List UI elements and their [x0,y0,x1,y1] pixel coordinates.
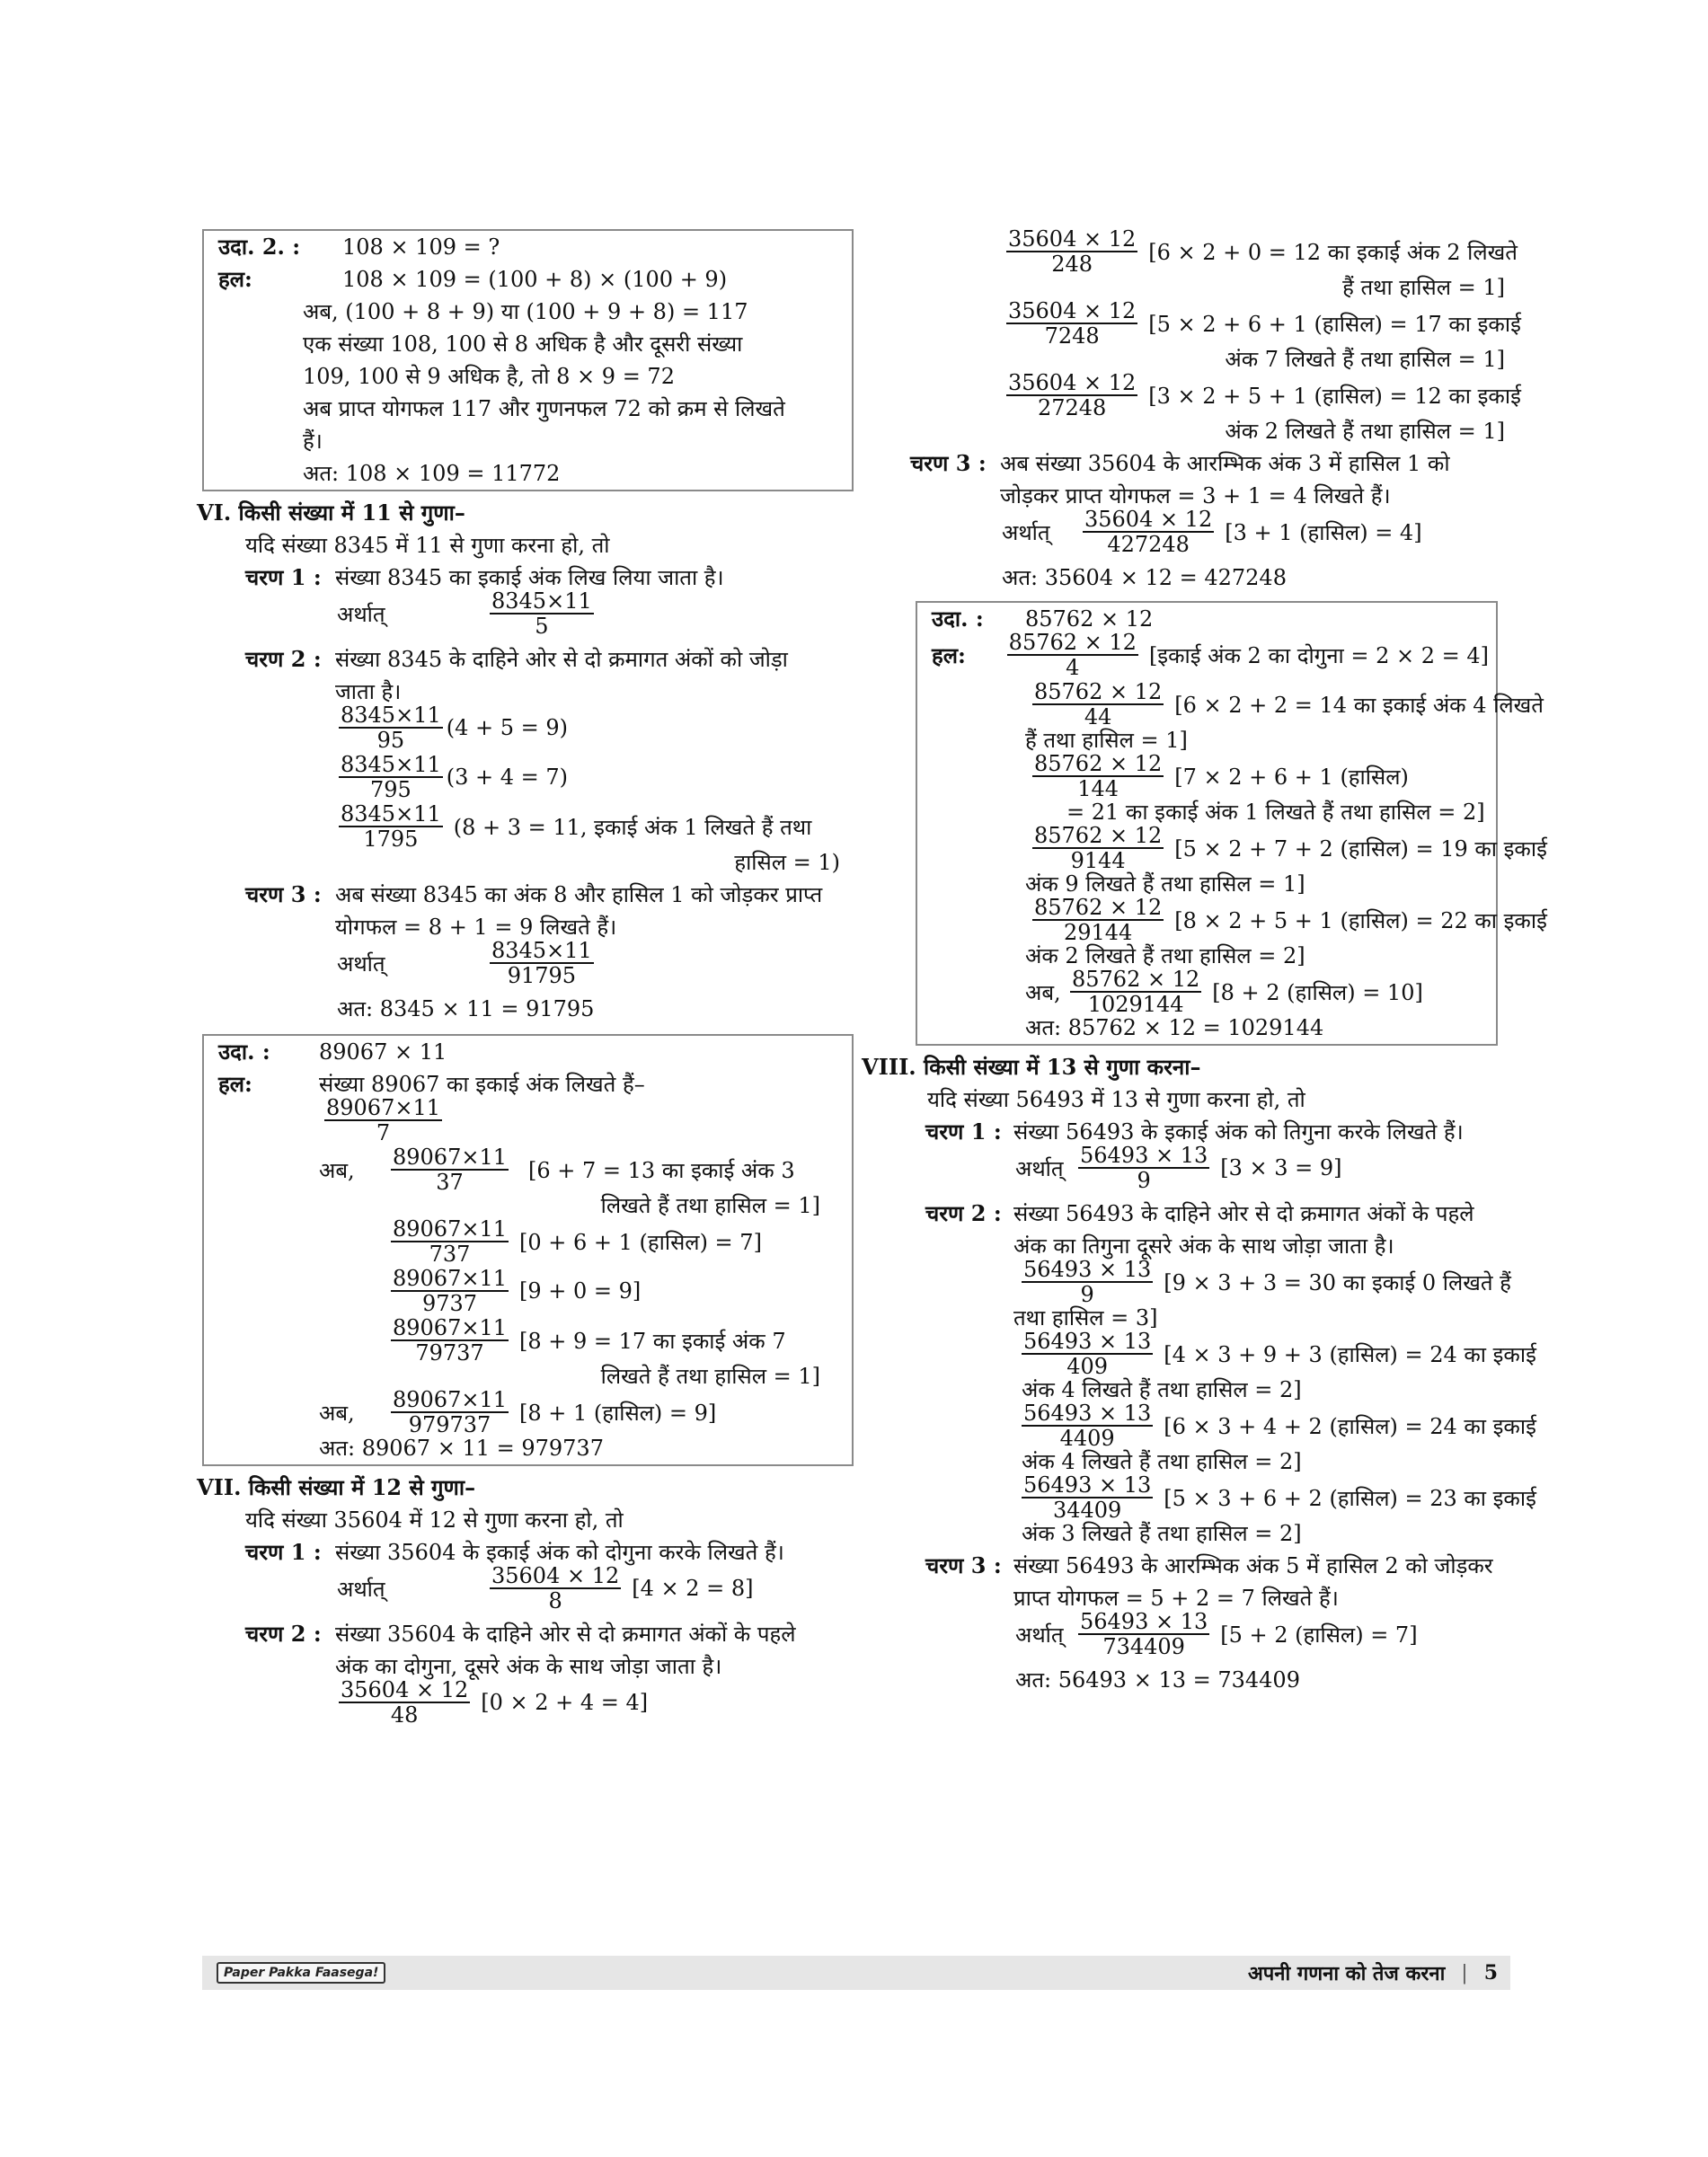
fraction-note: [8 × 2 + 5 + 1 (हासिल) = 22 का इकाई [1174,907,1547,933]
section-heading: VI. किसी संख्या में 11 से गुणा– [197,499,465,526]
step-text-cont: प्राप्त योगफल = 5 + 2 = 7 लिखते हैं। [1013,1586,1339,1611]
fraction-denominator: 979737 [408,1412,491,1437]
fraction-denominator: 4 [1066,655,1080,680]
example-label: उदा. : [932,606,984,632]
fraction-note-cont: = 21 का इकाई अंक 1 लिखते हैं तथा हासिल = 2] [1066,800,1485,825]
fraction [1007,631,1138,679]
fraction-numerator: 85762 × 12 [1034,679,1163,704]
fraction-numerator: 8345×11 [341,703,441,728]
footer-right [1248,1959,1498,1986]
fraction-note: [5 × 2 + 7 + 2 (हासिल) = 19 का इकाई [1174,835,1547,862]
fraction-denominator: 9 [1080,1282,1094,1307]
footer-separator: | [1461,1961,1468,1985]
fraction-denominator: 9737 [421,1291,478,1316]
fraction [339,753,443,801]
fraction-note-cont: अंक 4 लिखते हैं तथा हासिल = 2] [1022,1449,1302,1474]
fraction-denominator: 29144 [1063,920,1133,945]
fraction-denominator: 44 [1084,704,1112,729]
fraction [490,589,594,638]
fraction-numerator: 8345×11 [341,752,441,777]
fraction [1022,1401,1153,1450]
fraction [1032,824,1164,872]
arthat-label: अर्थात् [1015,1622,1064,1648]
fraction-numerator: 89067×11 [393,1145,507,1170]
result-line: अत: 8345 × 11 = 91795 [337,996,595,1021]
ab-label: अब, [319,1400,355,1426]
fraction [1070,968,1201,1016]
fraction-numerator: 35604 × 12 [1008,226,1137,252]
step-text: संख्या 56493 के दाहिने ओर से दो क्रमागत अंकों के पहले [1013,1201,1474,1226]
fraction-denominator: 37 [436,1170,464,1195]
step-text: संख्या 56493 के इकाई अंक को तिगुना करके लिखते हैं। [1013,1119,1464,1145]
result-line: अत: 35604 × 12 = 427248 [1002,565,1287,590]
text-line: 109, 100 से 9 अधिक है, तो 8 × 9 = 72 [303,364,675,389]
fraction-note-cont: अंक 7 लिखते हैं तथा हासिल = 1] [1225,347,1505,372]
solution-text: 108 × 109 = (100 + 8) × (100 + 9) [342,267,728,292]
step-label: चरण 3 : [925,1552,1002,1578]
fraction-numerator: 89067×11 [393,1315,507,1340]
section-intro: यदि संख्या 35604 में 12 से गुणा करना हो, तो [245,1507,624,1533]
fraction-denominator: 737 [429,1242,471,1267]
fraction-numerator: 8345×11 [341,801,441,827]
fraction-note: [9 × 3 + 3 = 30 का इकाई 0 लिखते हैं [1164,1269,1511,1295]
fraction-note-cont: हासिल = 1) [734,850,840,875]
chapter-title: अपनी गणना को तेज करना [1247,1962,1446,1985]
fraction [1022,1330,1153,1378]
arthat-label: अर्थात् [1002,519,1050,545]
fraction-denominator: 427248 [1107,532,1190,557]
fraction [339,1678,470,1727]
fraction-denominator: 248 [1051,252,1093,277]
page-number: 5 [1483,1961,1498,1985]
fraction-numerator: 56493 × 13 [1023,1257,1152,1282]
step-text: संख्या 8345 का इकाई अंक लिख लिया जाता है। [335,565,724,590]
fraction-denominator: 734409 [1102,1634,1185,1659]
fraction-numerator: 85762 × 12 [1034,751,1163,776]
fraction-note: [3 + 1 (हासिल) = 4] [1225,519,1422,545]
fraction-numerator: 89067×11 [326,1095,440,1120]
fraction-denominator: 7 [376,1120,391,1145]
solution-label: हल: [218,1071,252,1097]
text-line: हैं। [303,429,323,454]
fraction-note-cont: अंक 3 लिखते हैं तथा हासिल = 2] [1022,1521,1302,1546]
fraction-denominator: 48 [390,1702,419,1728]
section-heading: VII. किसी संख्या में 12 से गुणा– [197,1474,476,1500]
fraction [391,1145,509,1194]
right-column [862,226,1547,1693]
fraction-denominator: 144 [1077,776,1119,801]
fraction [490,1564,621,1613]
fraction [1032,896,1164,944]
fraction [1006,299,1137,348]
fraction [1078,1144,1209,1192]
step-label: चरण 1 : [245,1539,322,1565]
section-intro: यदि संख्या 56493 में 13 से गुणा करना हो, तो [927,1087,1305,1112]
step-label: चरण 3 : [910,450,987,476]
fraction [1083,508,1214,556]
fraction-note: [6 × 2 + 0 = 12 का इकाई अंक 2 लिखते [1148,239,1518,265]
fraction [339,703,443,752]
step-text: अब संख्या 35604 के आरम्भिक अंक 3 में हासिल 1 को [1000,451,1450,476]
arthat-label: अर्थात् [337,1576,385,1602]
fraction-note: [3 × 2 + 5 + 1 (हासिल) = 12 का इकाई [1148,383,1521,409]
fraction-denominator: 34409 [1052,1498,1122,1523]
fraction-numerator: 85762 × 12 [1008,630,1137,655]
example-question: 108 × 109 = ? [342,234,500,260]
fraction-note: (4 + 5 = 9) [446,715,569,740]
page-footer [202,1956,1510,1990]
step-label: चरण 3 : [245,881,322,907]
fraction-note: [6 × 3 + 4 + 2 (हासिल) = 24 का इकाई [1164,1413,1536,1439]
fraction-note: [6 × 2 + 2 = 14 का इकाई अंक 4 लिखते [1174,692,1544,718]
left-column [197,229,854,1728]
fraction-note: (8 + 3 = 11, इकाई अंक 1 लिखते हैं तथा [453,814,812,840]
step-text-cont: अंक का दोगुना, दूसरे अंक के साथ जोड़ा जाता है। [335,1654,722,1679]
fraction-note-cont: अंक 2 लिखते हैं तथा हासिल = 2] [1025,943,1305,968]
fraction-numerator: 35604 × 12 [1008,370,1137,395]
fraction-note-cont: अंक 4 लिखते हैं तथा हासिल = 2] [1022,1377,1302,1402]
fraction [1006,371,1137,420]
fraction-note: [7 × 2 + 6 + 1 (हासिल) [1174,764,1409,790]
section-intro: यदि संख्या 8345 में 11 से गुणा करना हो, तो [245,533,610,558]
example-2-box [202,229,854,491]
fraction [339,802,443,851]
fraction-numerator: 8345×11 [491,588,592,614]
text-line: अब, (100 + 8 + 9) या (100 + 9 + 8) = 117 [303,299,748,324]
fraction-numerator: 56493 × 13 [1023,1329,1152,1354]
fraction [1022,1258,1153,1306]
step-text: संख्या 35604 के इकाई अंक को दोगुना करके लिखते हैं। [335,1540,784,1565]
example-question: 89067 × 11 [319,1039,447,1065]
solution-label: हल: [932,641,966,668]
ab-label: अब, [1025,979,1061,1005]
step-label: चरण 2 : [245,1621,322,1647]
fraction-denominator: 79737 [415,1340,484,1366]
fraction [1006,227,1137,276]
fraction-numerator: 8345×11 [491,938,592,963]
fraction-note: [8 + 9 = 17 का इकाई अंक 7 [519,1328,786,1354]
fraction [391,1388,509,1437]
result-line: अत: 85762 × 12 = 1029144 [1025,1015,1324,1040]
fraction-numerator: 35604 × 12 [491,1563,620,1588]
example-label: उदा. : [218,1039,270,1065]
fraction-denominator: 9 [1137,1168,1151,1193]
fraction-denominator: 1795 [363,827,419,852]
ab-label: अब, [319,1157,355,1183]
step-label: चरण 2 : [245,646,322,672]
fraction-note: [4 × 2 = 8] [632,1576,754,1601]
fraction-note-cont: अंक 2 लिखते हैं तथा हासिल = 1] [1225,419,1505,444]
fraction-note: [5 + 2 (हासिल) = 7] [1220,1622,1418,1648]
fraction [391,1267,509,1315]
step-text: संख्या 35604 के दाहिने ओर से दो क्रमागत अंकों के पहले [335,1622,796,1647]
fraction-numerator: 85762 × 12 [1072,967,1200,992]
fraction-note: [6 + 7 = 13 का इकाई अंक 3 [528,1157,795,1183]
fraction [1032,680,1164,729]
fraction-note: [8 + 2 (हासिल) = 10] [1212,979,1423,1005]
fraction-numerator: 89067×11 [393,1266,507,1291]
step-text-cont: योगफल = 8 + 1 = 9 लिखते हैं। [335,915,617,940]
fraction-denominator: 7248 [1044,323,1100,349]
example-label: उदा. 2. : [218,234,301,260]
fraction-numerator: 85762 × 12 [1034,895,1163,920]
fraction-denominator: 27248 [1037,395,1107,420]
section-heading: VIII. किसी संख्या में 13 से गुणा करना– [862,1054,1201,1080]
fraction-note: [5 × 2 + 6 + 1 (हासिल) = 17 का इकाई [1148,311,1521,337]
fraction-numerator: 56493 × 13 [1080,1609,1208,1634]
fraction-numerator: 35604 × 12 [1084,507,1213,532]
fraction-note-cont: लिखते हैं तथा हासिल = 1] [600,1364,820,1389]
fraction-numerator: 89067×11 [393,1216,507,1242]
fraction-numerator: 35604 × 12 [1008,298,1137,323]
arthat-label: अर्थात् [1015,1155,1064,1181]
solution-text: संख्या 89067 का इकाई अंक लिखते हैं– [319,1072,645,1097]
fraction-numerator: 89067×11 [393,1387,507,1412]
fraction-note-cont: लिखते हैं तथा हासिल = 1] [600,1193,820,1218]
step-text: संख्या 8345 के दाहिने ओर से दो क्रमागत अंकों को जोड़ा [335,647,788,672]
fraction-note: [4 × 3 + 9 + 3 (हासिल) = 24 का इकाई [1164,1341,1536,1367]
fraction-denominator: 95 [376,728,405,753]
result-line: अत: 56493 × 13 = 734409 [1015,1667,1300,1693]
fraction-denominator: 5 [535,614,549,639]
fraction-note-cont: तथा हासिल = 3] [1013,1305,1158,1330]
result-line: अत: 108 × 109 = 11772 [303,461,561,486]
fraction-denominator: 8 [548,1588,562,1613]
fraction-numerator: 56493 × 13 [1023,1472,1152,1498]
fraction-numerator: 56493 × 13 [1023,1401,1152,1426]
example-box-85762 [916,601,1547,1046]
fraction [391,1217,509,1266]
solution-label: हल: [218,266,252,292]
step-text-cont: जोड़कर प्राप्त योगफल = 3 + 1 = 4 लिखते हैं। [1000,483,1391,508]
arthat-label: अर्थात् [337,950,385,977]
fraction-note: [3 × 3 = 9] [1220,1155,1342,1180]
fraction [1032,752,1164,800]
fraction-numerator: 85762 × 12 [1034,823,1163,848]
fraction-denominator: 795 [369,777,412,802]
step-text: संख्या 56493 के आरम्भिक अंक 5 में हासिल 2 को जोड़कर [1013,1553,1493,1578]
fraction-note-cont: अंक 9 लिखते हैं तथा हासिल = 1] [1025,871,1305,897]
fraction [1078,1610,1209,1658]
fraction-note: [5 × 3 + 6 + 2 (हासिल) = 23 का इकाई [1164,1485,1536,1511]
arthat-label: अर्थात् [337,601,385,627]
example-box-89067 [202,1034,854,1466]
fraction-note: [0 + 6 + 1 (हासिल) = 7] [519,1229,762,1255]
step-text: अब संख्या 8345 का अंक 8 और हासिल 1 को जोड़कर प्राप्त [335,882,823,907]
fraction-denominator: 91795 [507,963,577,988]
fraction-denominator: 4409 [1059,1426,1115,1451]
fraction-denominator: 1029144 [1087,992,1184,1017]
fraction-note-cont: हैं तथा हासिल = 1] [1342,275,1505,300]
fraction-note: [इकाई अंक 2 का दोगुना = 2 × 2 = 4] [1148,642,1489,668]
fraction-note: (3 + 4 = 7) [446,765,569,790]
fraction-numerator: 35604 × 12 [341,1677,469,1702]
fraction-note: [0 × 2 + 4 = 4] [481,1690,649,1715]
text-line: एक संख्या 108, 100 से 8 अधिक है और दूसरी संख्या [303,332,743,357]
fraction-note: [9 + 0 = 9] [519,1278,642,1304]
step-text-cont: जाता है। [335,679,402,704]
fraction-denominator: 9144 [1070,848,1126,873]
step-label: चरण 1 : [245,564,322,590]
fraction-note-cont: हैं तथा हासिल = 1] [1025,728,1188,753]
step-text-cont: अंक का तिगुना दूसरे अंक के साथ जोड़ा जाता है। [1013,1233,1394,1259]
step-label: चरण 2 : [925,1200,1002,1226]
fraction-numerator: 56493 × 13 [1080,1143,1208,1168]
fraction [490,939,594,987]
example-question: 85762 × 12 [1025,606,1154,632]
result-line: अत: 89067 × 11 = 979737 [319,1436,604,1461]
fraction [1022,1473,1153,1522]
step-label: चरण 1 : [925,1118,1002,1145]
fraction-denominator: 409 [1066,1354,1109,1379]
fraction-note: [8 + 1 (हासिल) = 9] [519,1400,717,1426]
fraction [391,1316,509,1365]
publisher-logo: Paper Pakka Faasega! [217,1962,385,1984]
fraction [324,1096,442,1145]
text-line: अब प्राप्त योगफल 117 और गुणनफल 72 को क्रम से लिखते [303,396,785,421]
